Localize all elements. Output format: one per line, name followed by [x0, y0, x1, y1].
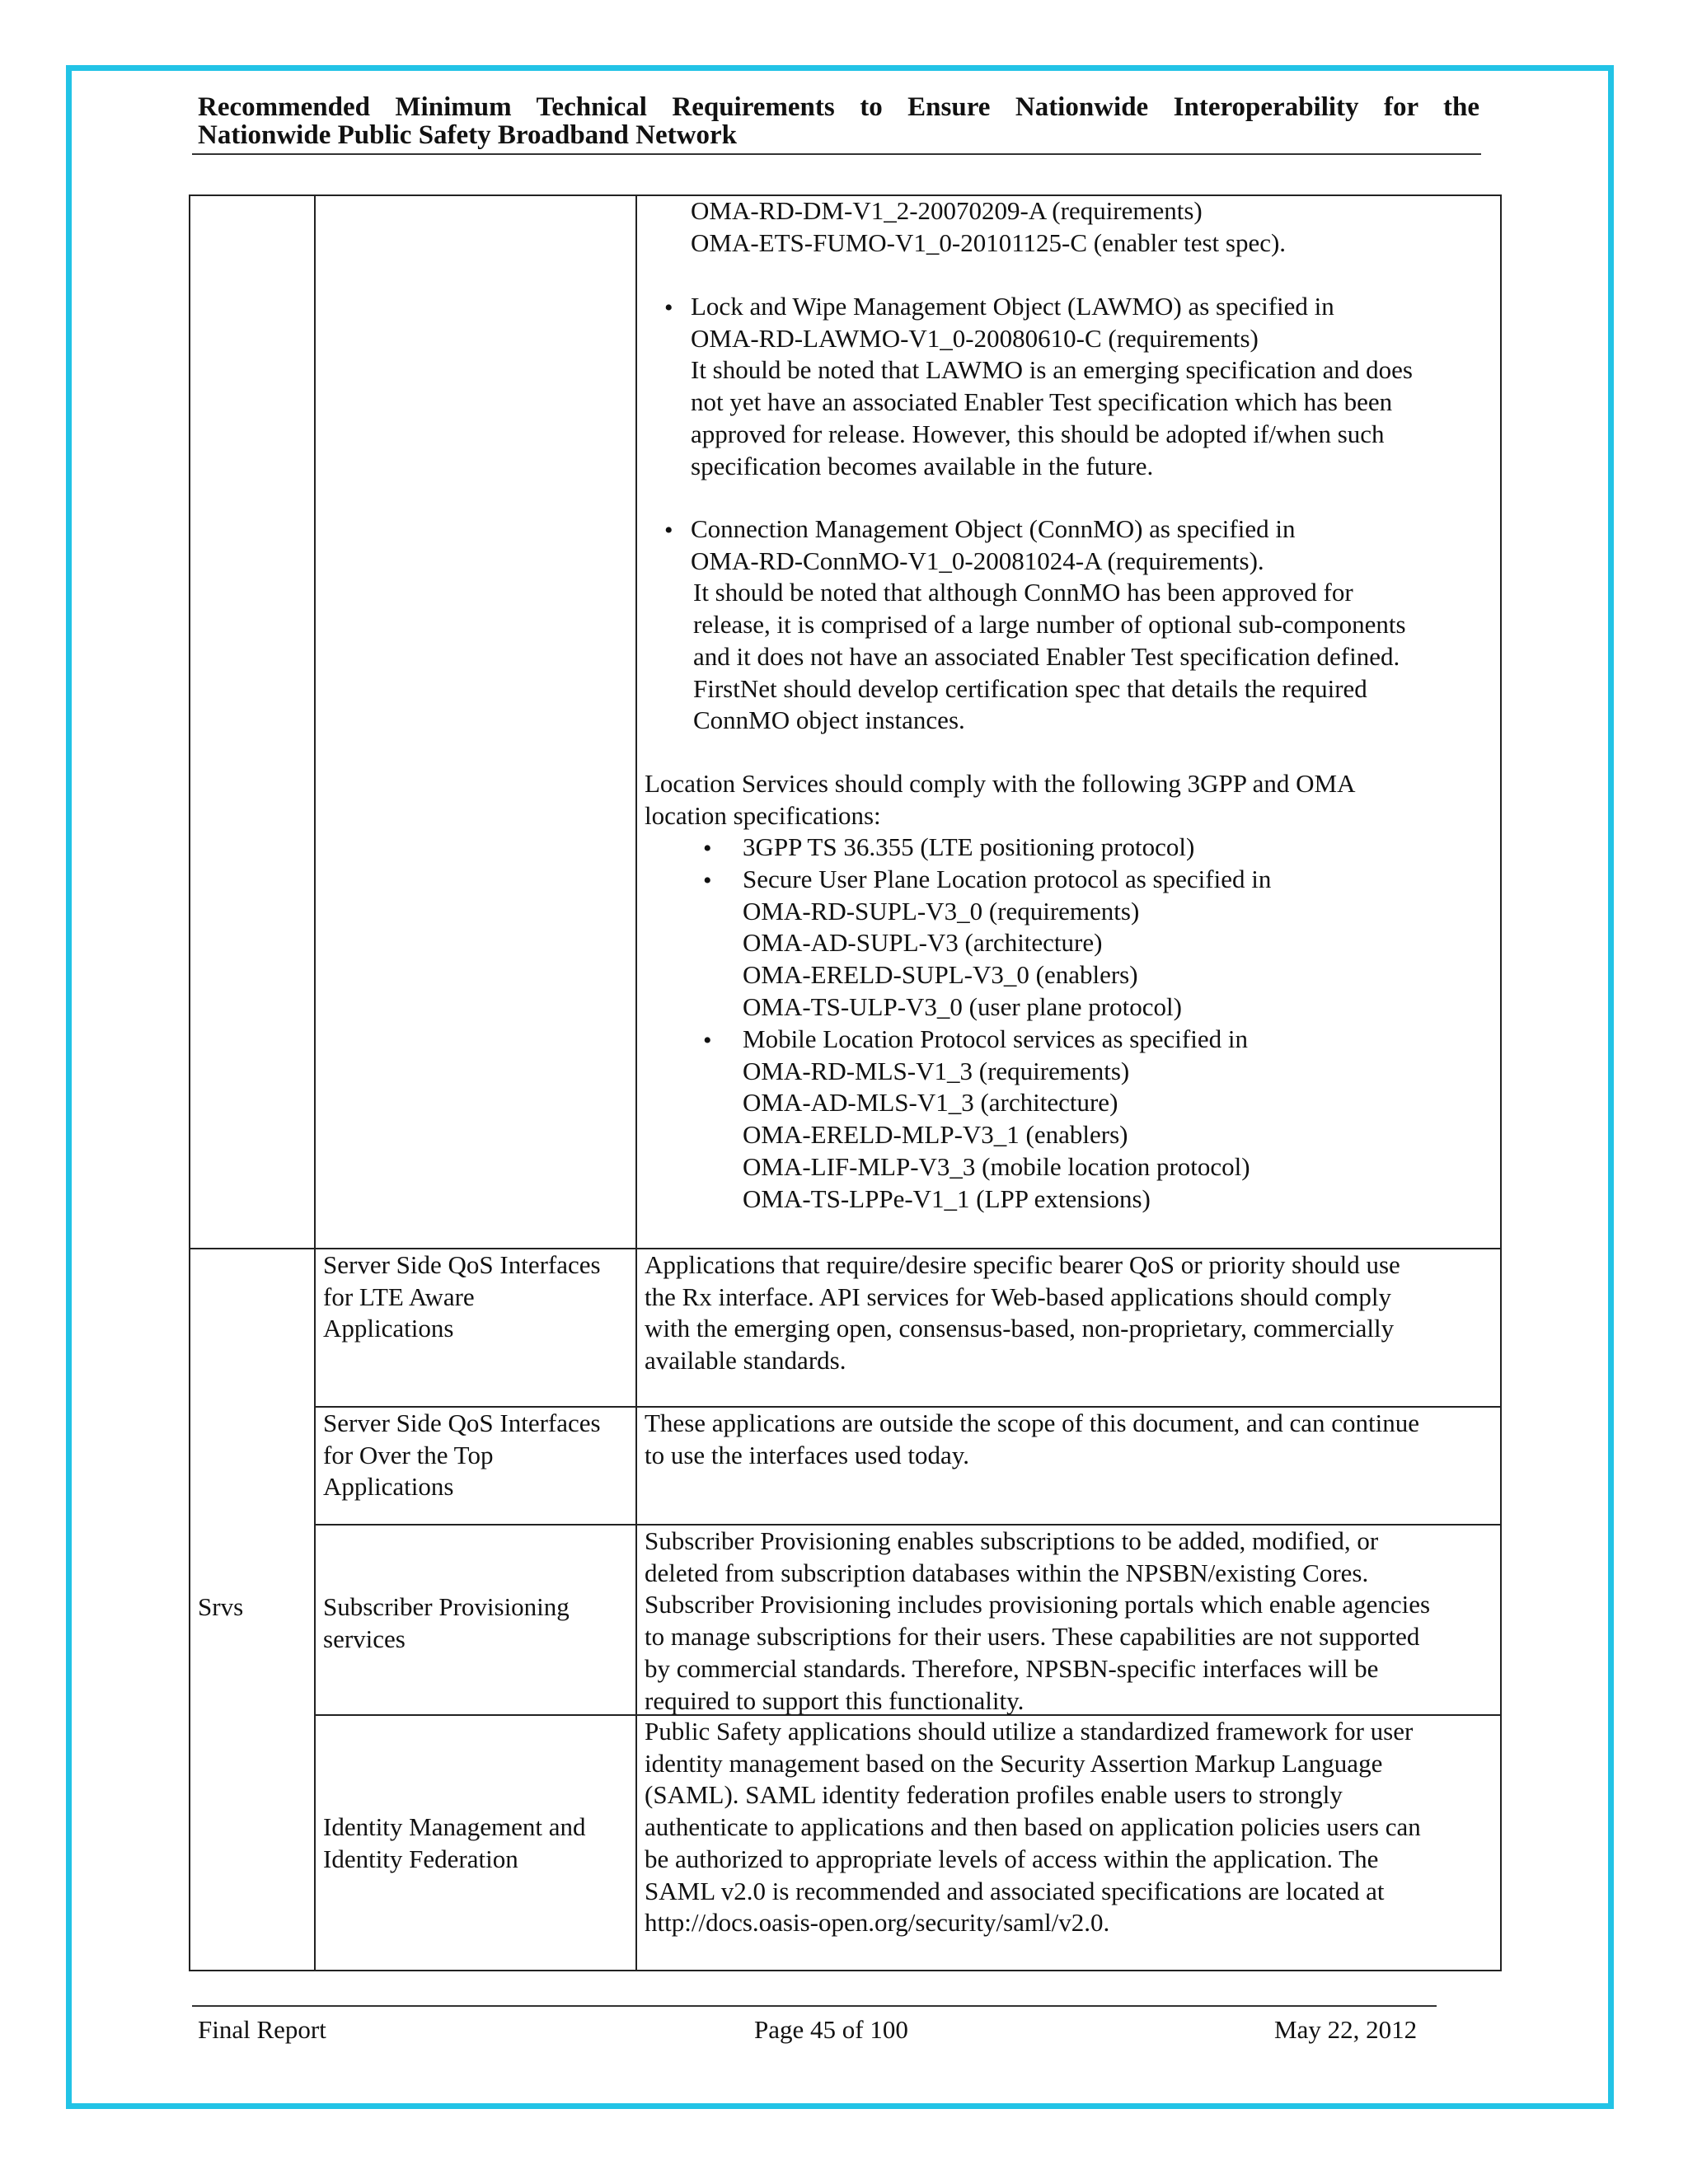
- connmo-block: [691, 513, 1406, 737]
- text-line: Applications that require/desire specific bearer QoS or priority should use: [645, 1250, 1400, 1279]
- row-4-desc: [645, 1716, 1421, 1939]
- text-line: OMA-RD-LAWMO-V1_0-20080610-C (requirements): [691, 323, 1259, 353]
- text-line: for LTE Aware: [323, 1282, 475, 1311]
- text-line: (SAML). SAML identity federation profiles enable users to strongly: [645, 1780, 1343, 1810]
- bullet-location-3: •: [703, 1027, 712, 1054]
- text-line: FirstNet should develop certification spec that details the required: [693, 673, 1367, 703]
- text-line: Identity Management and: [323, 1812, 586, 1841]
- text-line: authenticate to applications and then based on application policies users can: [645, 1812, 1421, 1842]
- text-line: ConnMO object instances.: [693, 705, 965, 735]
- text-line: OMA-AD-SUPL-V3 (architecture): [743, 928, 1103, 958]
- text-line: 3GPP TS 36.355 (LTE positioning protocol): [743, 832, 1195, 861]
- text-line: to manage subscriptions for their users. These capabilities are not supported: [645, 1622, 1420, 1652]
- text-line: Identity Federation: [323, 1844, 518, 1873]
- header-rule: [192, 153, 1481, 155]
- text-line: Location Services should comply with the following 3GPP and OMA: [645, 769, 1356, 798]
- text-line: OMA-TS-ULP-V3_0 (user plane protocol): [743, 991, 1182, 1021]
- text-line: Server Side QoS Interfaces: [323, 1250, 601, 1279]
- header-title-line1: Recommended Minimum Technical Requirements to Ensure Nationwide Interoperability for the: [198, 92, 1479, 122]
- text-line: OMA-RD-SUPL-V3_0 (requirements): [743, 896, 1140, 926]
- text-line: location specifications:: [645, 800, 881, 830]
- text-line: the Rx interface. API services for Web-based applications should comply: [645, 1282, 1392, 1311]
- text-line: Subscriber Provisioning: [323, 1592, 570, 1621]
- text-line: OMA-RD-DM-V1_2-20070209-A (requirements): [691, 196, 1203, 225]
- text-line: Server Side QoS Interfaces: [323, 1408, 601, 1437]
- text-line: and it does not have an associated Enabler Test specification defined.: [693, 641, 1400, 671]
- text-line: deleted from subscription databases within the NPSBN/existing Cores.: [645, 1558, 1369, 1587]
- text-line: http://docs.oasis-open.org/security/saml/v2.0.: [645, 1908, 1110, 1938]
- text-line: Subscriber Provisioning includes provisioning portals which enable agencies: [645, 1590, 1431, 1619]
- page-header: [198, 93, 1479, 149]
- text-line: Subscriber Provisioning enables subscriptions to be added, modified, or: [645, 1526, 1379, 1555]
- text-line: identity management based on the Security Assertion Markup Language: [645, 1748, 1383, 1778]
- footer-page-number: Page 45 of 100: [754, 2015, 908, 2044]
- text-line: be authorized to appropriate levels of access within the application. The: [645, 1844, 1379, 1873]
- row-4-name: [323, 1811, 586, 1875]
- footer-rule: [192, 2005, 1437, 2007]
- row-1-desc: [645, 1249, 1400, 1377]
- footer-date: May 22, 2012: [1274, 2015, 1418, 2044]
- location-item-3: [743, 1024, 1250, 1215]
- srvs-label: Srvs: [198, 1592, 244, 1621]
- fumo-refs: [691, 195, 1286, 259]
- text-line: OMA-AD-MLS-V1_3 (architecture): [743, 1088, 1118, 1118]
- text-line: OMA-RD-MLS-V1_3 (requirements): [743, 1056, 1130, 1085]
- text-line: Secure User Plane Location protocol as specified in: [743, 865, 1272, 893]
- text-line: by commercial standards. Therefore, NPSBN-specific interfaces will be: [645, 1653, 1379, 1683]
- text-line: SAML v2.0 is recommended and associated specifications are located at: [645, 1876, 1385, 1905]
- text-line: Connection Management Object (ConnMO) as specified in: [691, 514, 1296, 543]
- text-line: Mobile Location Protocol services as specified in: [743, 1024, 1248, 1053]
- text-line: OMA-ETS-FUMO-V1_0-20101125-C (enabler test spec).: [691, 227, 1287, 257]
- text-line: It should be noted that although ConnMO has been approved for: [693, 578, 1353, 607]
- text-line: OMA-RD-ConnMO-V1_0-20081024-A (requirements).: [691, 546, 1264, 575]
- lawmo-block: [691, 291, 1413, 482]
- text-line: services: [323, 1624, 406, 1653]
- text-line: not yet have an associated Enabler Test specification which has been: [691, 387, 1393, 417]
- location-item-1: [743, 832, 1194, 864]
- text-line: OMA-ERELD-SUPL-V3_0 (enablers): [743, 960, 1138, 990]
- col-divider-2: [635, 194, 637, 1971]
- row-3-name: [323, 1591, 570, 1655]
- text-line: OMA-LIF-MLP-V3_3 (mobile location protocol): [743, 1151, 1250, 1181]
- header-title-line2: Nationwide Public Safety Broadband Network: [198, 120, 737, 150]
- bullet-location-1: •: [703, 835, 712, 862]
- text-line: available standards.: [645, 1346, 846, 1376]
- location-intro: [645, 768, 1355, 832]
- text-line: Applications: [323, 1314, 454, 1343]
- row-3-desc: [645, 1526, 1430, 1717]
- footer-left: Final Report: [198, 2015, 326, 2044]
- text-line: Lock and Wipe Management Object (LAWMO) as specified in: [691, 292, 1334, 321]
- text-line: release, it is comprised of a large number of optional sub-components: [693, 610, 1406, 640]
- row-2-name: [323, 1408, 601, 1503]
- row-1-name: [323, 1249, 601, 1345]
- text-line: OMA-ERELD-MLP-V3_1 (enablers): [743, 1120, 1128, 1150]
- bullet-location-2: •: [703, 867, 712, 894]
- text-line: These applications are outside the scope of this document, and can continue: [645, 1408, 1420, 1437]
- text-line: It should be noted that LAWMO is an emerging specification and does: [691, 355, 1413, 385]
- text-line: approved for release. However, this should be adopted if/when such: [691, 419, 1385, 448]
- location-item-2: [743, 864, 1271, 1024]
- text-line: OMA-TS-LPPe-V1_1 (LPP extensions): [743, 1183, 1151, 1213]
- text-line: with the emerging open, consensus-based, non-proprietary, commercially: [645, 1314, 1395, 1343]
- bullet-lawmo: •: [664, 294, 673, 321]
- text-line: to use the interfaces used today.: [645, 1440, 969, 1469]
- text-line: specification becomes available in the future.: [691, 451, 1154, 480]
- row-2-desc: [645, 1408, 1419, 1471]
- col-divider-1: [314, 194, 316, 1971]
- text-line: Applications: [323, 1472, 454, 1502]
- text-line: Public Safety applications should utilize a standardized framework for user: [645, 1717, 1414, 1746]
- text-line: for Over the Top: [323, 1440, 494, 1469]
- text-line: required to support this functionality.: [645, 1685, 1025, 1715]
- bullet-connmo: •: [664, 517, 673, 544]
